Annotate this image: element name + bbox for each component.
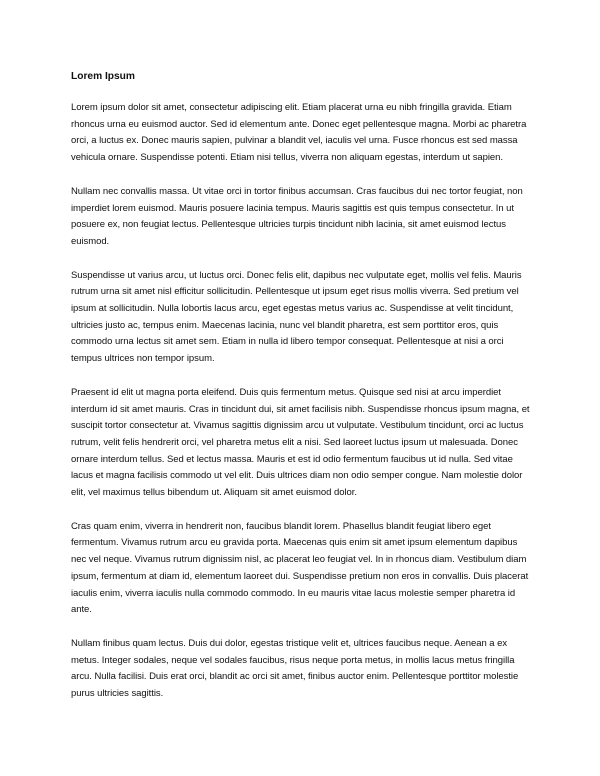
paragraph-3: Suspendisse ut varius arcu, ut luctus orci. Donec felis elit, dapibus nec vulputate eget, mollis vel felis. Mauris rutrum urna sit amet nisl efficitur sollicitudin. Pellentesque ut ipsum eget risus mollis viverra. Sed pretium vel ipsum at sollicitudin. Nulla lobortis lacus arcu, eget egestas metus varius ac. Suspendisse at velit tincidunt, ultricies justo ac, tempus enim. Maecenas lacinia, nunc vel blandit pharetra, est sem porttitor eros, quis commodo urna lectus sit amet sem. Etiam in nulla id libero tempor consequat. Pellentesque at nisi a orci tempus ultrices non tempor ipsum. (71, 269, 522, 365)
paragraph-4: Praesent id elit ut magna porta eleifend. Duis quis fermentum metus. Quisque sed nisi at arcu imperdiet interdum id sit amet mauris. Cras in tincidunt dui, sit amet facilisis nibh. Suspendisse rhoncus ipsum magna, et suscipit tortor consectetur at. Vivamus sagittis dignissim arcu ut vulputate. Vestibulum tincidunt, orci ac luctus rutrum, velit felis hendrerit orci, vel pharetra metus elit a nisi. Sed laoreet luctus ipsum ut malesuada. Donec ornare interdum tellus. Sed et lectus massa. Mauris et est id odio fermentum faucibus ut id nulla. Sed vitae lacus et magna facilisis commodo ut vel elit. Duis ultrices diam non odio semper congue. Nam molestie dolor elit, vel maximus tellus bibendum ut. Aliquam sit amet euismod dolor. (71, 386, 530, 499)
document-title: Lorem Ipsum (71, 71, 135, 82)
paragraph-5: Cras quam enim, viverra in hendrerit non, faucibus blandit lorem. Phasellus blandit feugiat libero eget fermentum. Vivamus rutrum arcu eu gravida porta. Maecenas quis enim sit amet ipsum elementum dapibus nec vel neque. Vivamus rutrum dignissim nisl, ac placerat leo feugiat vel. In in rhoncus diam. Vestibulum diam ipsum, fermentum at diam id, elementum laoreet dui. Suspendisse pretium non eros in convallis. Duis placerat iaculis enim, viverra iaculis nulla commodo commodo. In eu mauris vitae lacus molestie semper pharetra id ante. (71, 520, 529, 616)
paragraph-2: Nullam nec convallis massa. Ut vitae orci in tortor finibus accumsan. Cras faucibus dui nec tortor feugiat, non imperdiet lorem euismod. Mauris posuere lacinia tempus. Mauris sagittis est quis tempus consectetur. In ut posuere ex, non feugiat lectus. Pellentesque ultricies turpis tincidunt nibh lacinia, sit amet euismod lectus euismod. (71, 185, 523, 247)
paragraph-6: Nullam finibus quam lectus. Duis dui dolor, egestas tristique velit et, ultrices faucibus neque. Aenean a ex metus. Integer sodales, neque vel sodales faucibus, risus neque porta metus, in mollis lacus metus fringilla arcu. Nulla facilisi. Duis erat orci, blandit ac orci sit amet, finibus auctor enim. Pellentesque porttitor molestie purus ultricies sagittis. (71, 637, 519, 700)
document-body (71, 70, 533, 720)
paragraph-1: Lorem ipsum dolor sit amet, consectetur adipiscing elit. Etiam placerat urna eu nibh fringilla gravida. Etiam rhoncus urna eu euismod auctor. Sed id elementum ante. Donec eget pellentesque magna. Morbi ac pharetra orci, a luctus ex. Donec mauris sapien, pulvinar a blandit vel, iaculis vel urna. Fusce rhoncus est sed massa vehicula ornare. Suspendisse potenti. Etiam nisi tellus, viverra non aliquam egestas, interdum ut sapien. (71, 102, 527, 164)
